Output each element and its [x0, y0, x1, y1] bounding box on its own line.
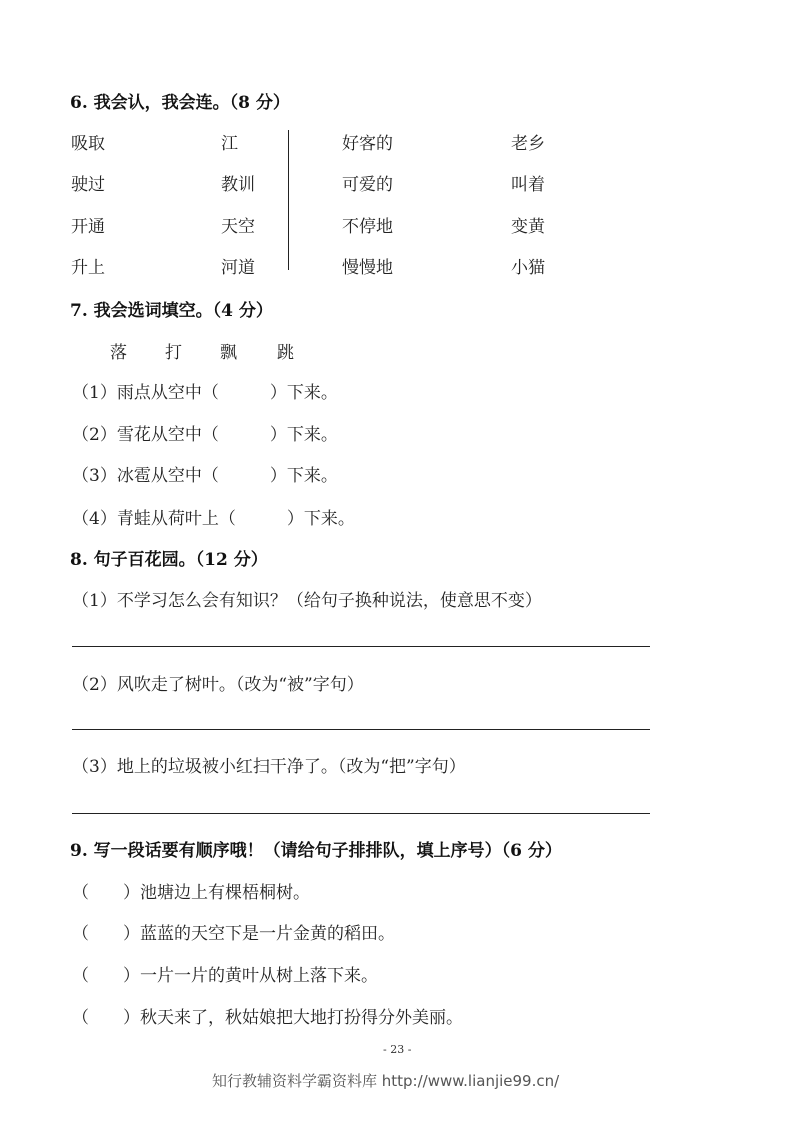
q8-answer-line-2[interactable] — [72, 729, 650, 730]
q7-word-3: 飘 — [220, 343, 237, 363]
q7-item-2: （2）雪花从空中（ ）下来。 — [72, 425, 338, 445]
q6-left-word-4: 升上 — [71, 258, 105, 278]
q6-left-match-2: 教训 — [221, 175, 255, 195]
q9-item-1: （ ）池塘边上有棵梧桐树。 — [72, 883, 310, 903]
q8-item-2: （2）风吹走了树叶。（改为“被”字句） — [72, 675, 364, 695]
q6-right-word-3: 不停地 — [342, 217, 393, 237]
q6-title: 6. 我会认，我会连。（8 分） — [70, 93, 290, 113]
q6-divider — [288, 130, 289, 270]
q8-item-3: （3）地上的垃圾被小红扫干净了。（改为“把”字句） — [72, 757, 466, 777]
q6-right-word-2: 可爱的 — [342, 175, 393, 195]
q6-left-word-2: 驶过 — [71, 175, 105, 195]
q6-right-match-4: 小猫 — [511, 258, 545, 278]
q9-item-4: （ ）秋天来了，秋姑娘把大地打扮得分外美丽。 — [72, 1008, 463, 1028]
q7-word-1: 落 — [110, 343, 127, 363]
q6-right-match-3: 变黄 — [511, 217, 545, 237]
q7-title: 7. 我会选词填空。（4 分） — [70, 301, 273, 321]
q6-left-word-1: 吸取 — [71, 134, 105, 154]
q6-right-match-2: 叫着 — [511, 175, 545, 195]
q8-title: 8. 句子百花园。（12 分） — [70, 550, 268, 570]
q8-answer-line-3[interactable] — [72, 813, 650, 814]
q9-item-2: （ ）蓝蓝的天空下是一片金黄的稻田。 — [72, 924, 395, 944]
q6-right-word-1: 好客的 — [342, 134, 393, 154]
q9-item-3: （ ）一片一片的黄叶从树上落下来。 — [72, 966, 378, 986]
q6-right-word-4: 慢慢地 — [342, 258, 393, 278]
q8-answer-line-1[interactable] — [72, 646, 650, 647]
page-number: - 23 - — [383, 1043, 412, 1056]
q7-word-2: 打 — [165, 343, 182, 363]
q6-left-word-3: 开通 — [71, 217, 105, 237]
q7-word-4: 跳 — [277, 343, 294, 363]
q7-item-4: （4）青蛙从荷叶上（ ）下来。 — [72, 509, 355, 529]
q6-left-match-1: 江 — [221, 134, 238, 154]
q9-title: 9. 写一段话要有顺序哦！（请给句子排排队，填上序号）（6 分） — [70, 841, 562, 861]
q6-left-match-4: 河道 — [221, 258, 255, 278]
watermark-text: 知行教辅资料学霸资料库 http://www.lianjie99.cn/ — [212, 1072, 560, 1090]
q6-right-match-1: 老乡 — [511, 134, 545, 154]
q6-left-match-3: 天空 — [221, 217, 255, 237]
q8-item-1: （1）不学习怎么会有知识？（给句子换种说法，使意思不变） — [72, 591, 542, 611]
q7-item-3: （3）冰雹从空中（ ）下来。 — [72, 466, 338, 486]
q7-item-1: （1）雨点从空中（ ）下来。 — [72, 383, 338, 403]
